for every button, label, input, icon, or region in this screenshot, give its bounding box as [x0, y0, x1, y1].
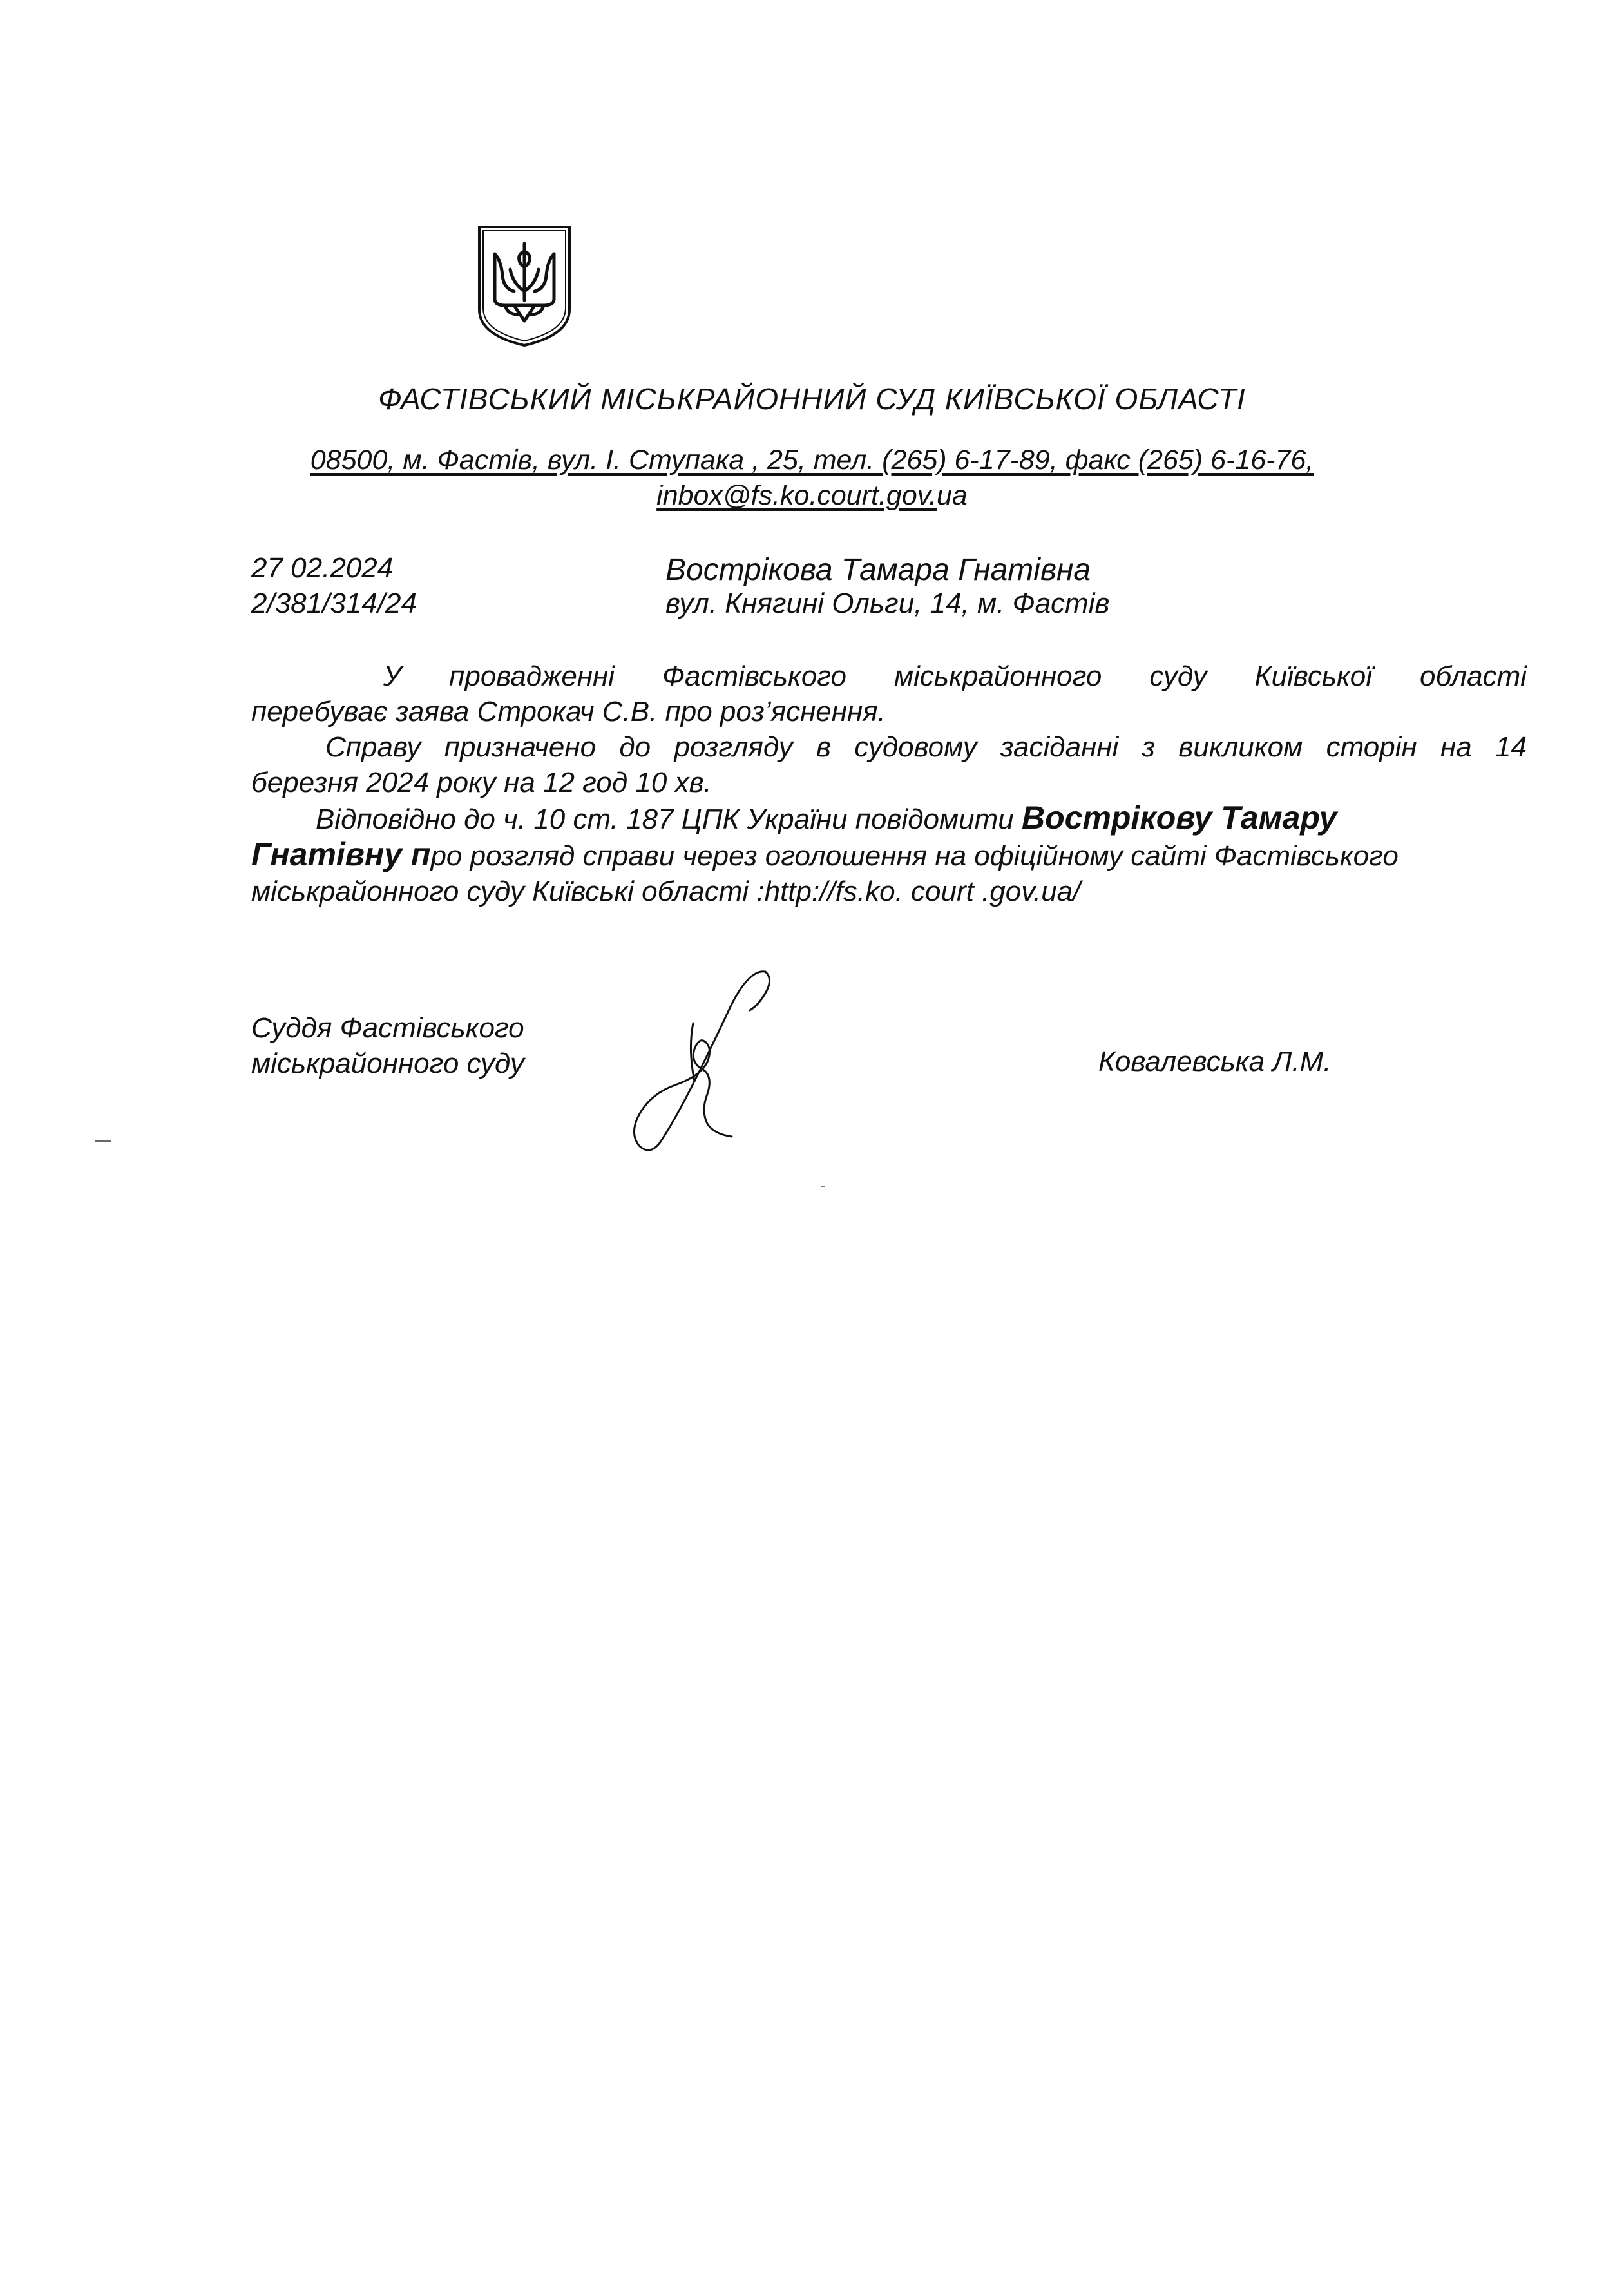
- paragraph-proceedings: [251, 659, 1527, 729]
- document-date: 27 02.2024: [251, 552, 394, 584]
- signature-icon: [624, 965, 778, 1159]
- recipient-patronymic-bold: Гнатівну п: [251, 836, 431, 872]
- court-name: ФАСТІВСЬКИЙ МІСЬКРАЙОННИЙ СУД КИЇВСЬКОЇ ОБЛАСТІ: [378, 382, 1246, 416]
- notification-text: ро розгляд справи через оголошення на офіційному сайті Фастівського: [430, 840, 1399, 872]
- paragraph-line: міськрайонного суду Київські області :http://fs.ko. court .gov.ua/: [251, 876, 1081, 907]
- scan-mark: [95, 1140, 111, 1142]
- paragraph-line: перебуває заява Строкач С.В. про роз’яснення.: [251, 696, 886, 727]
- paragraph-line: березня 2024 року на 12 год 10 хв.: [251, 767, 712, 798]
- court-email-tail: ua: [937, 480, 968, 511]
- paragraph-notification: [251, 800, 1527, 909]
- coat-of-arms-icon: [475, 224, 573, 348]
- recipient-address: вул. Княгині Ольги, 14, м. Фастів: [665, 588, 1110, 619]
- paragraph-line: [251, 800, 1527, 837]
- recipient-name-bold: Вострікову Тамару: [1022, 800, 1337, 836]
- judge-title-line: Суддя Фастівського: [251, 1012, 524, 1044]
- court-email-link[interactable]: inbox@fs.ko.court.gov.: [656, 480, 937, 511]
- scan-mark: [821, 1186, 825, 1187]
- paragraph-line: [251, 837, 1527, 874]
- notification-text: Відповідно до ч. 10 ст. 187 ЦПК України повідомити: [316, 803, 1022, 835]
- court-address: 08500, м. Фастів, вул. І. Ступака , 25, тел. (265) 6-17-89, факс (265) 6-16-76,: [310, 445, 1314, 476]
- paragraph-line: У провадженні Фастівського міськрайонного суду Київської області: [383, 660, 1527, 692]
- judge-title-line: міськрайонного суду: [251, 1048, 524, 1079]
- paragraph-hearing: [251, 729, 1527, 800]
- judge-title: [251, 1010, 524, 1081]
- judge-name: Ковалевська Л.М.: [1098, 1046, 1332, 1077]
- paragraph-line: Справу призначено до розгляду в судовому засіданні з викликом сторін на 14: [325, 731, 1527, 763]
- case-number: 2/381/314/24: [251, 588, 417, 619]
- recipient-name: Вострікова Тамара Гнатівна: [665, 553, 1091, 587]
- court-email: [0, 480, 1624, 512]
